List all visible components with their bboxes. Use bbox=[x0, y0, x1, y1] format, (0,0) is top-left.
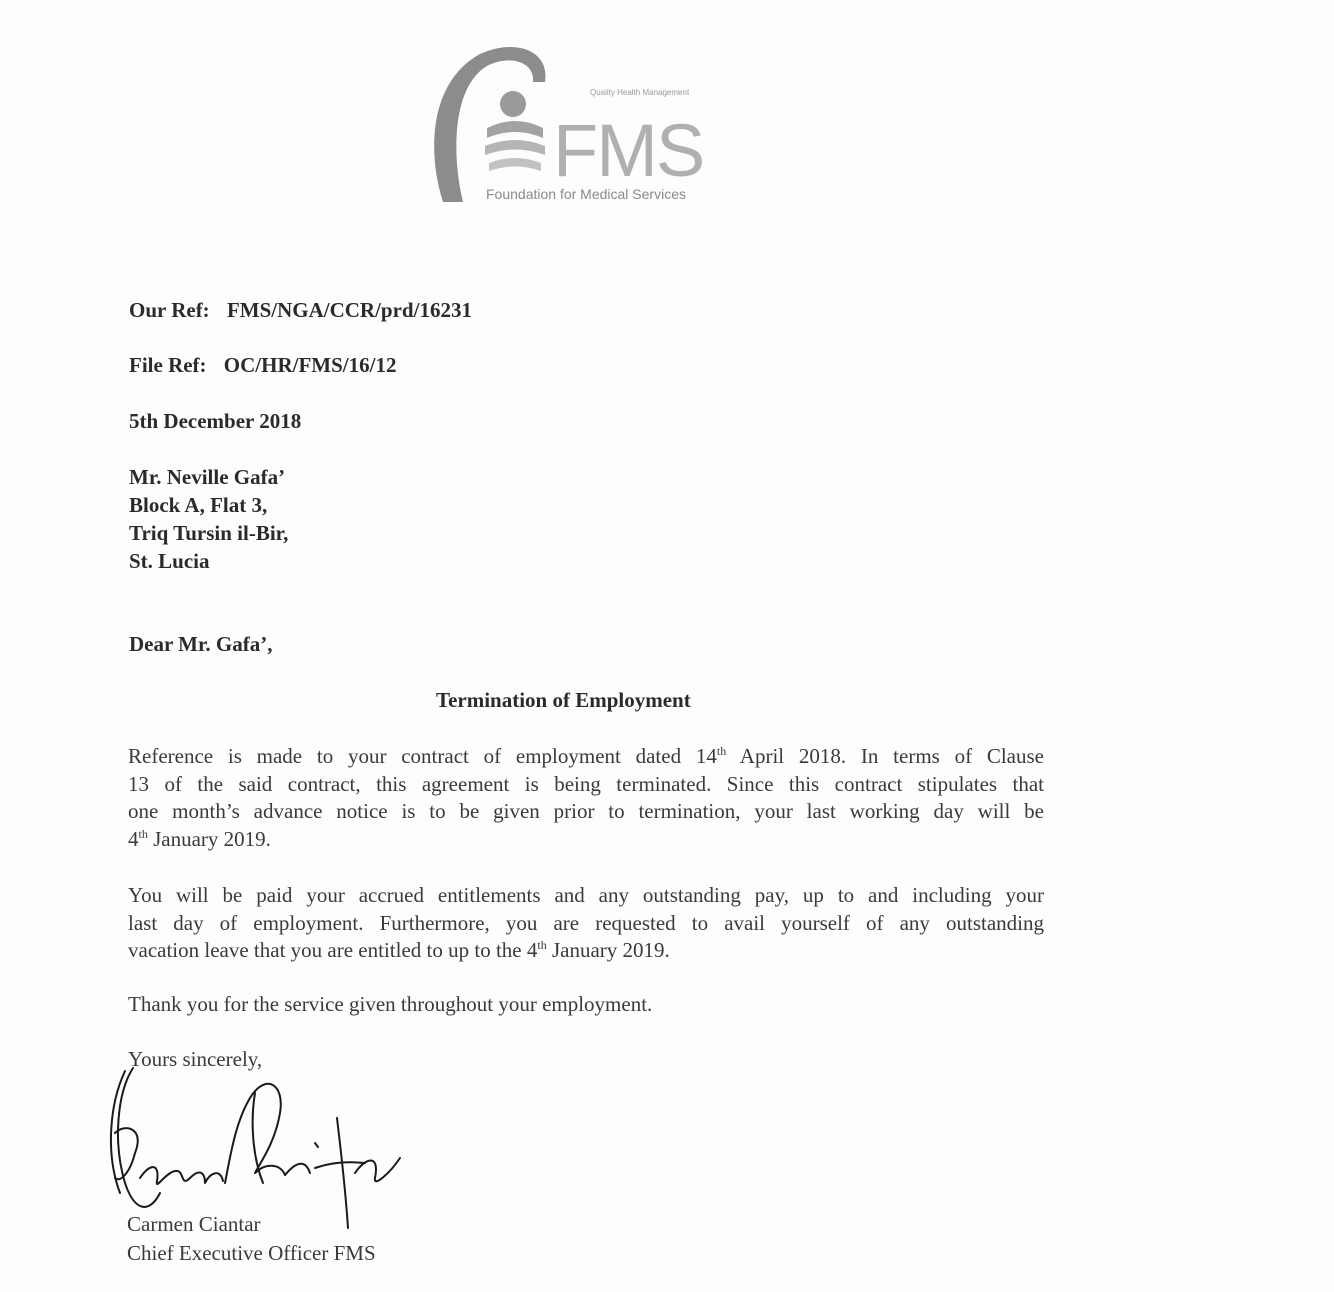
paragraph-line: Reference is made to your contract of employment dated 14th April 2018. In terms of Clause bbox=[128, 744, 1045, 768]
file-ref-value: OC/HR/FMS/16/12 bbox=[223, 353, 397, 377]
address-line: Triq Tursin il-Bir, bbox=[129, 521, 289, 545]
closing-text: Yours sincerely, bbox=[128, 1047, 263, 1071]
signer-name: Carmen Ciantar bbox=[127, 1212, 261, 1236]
paragraph-line: 13 of the said contract, this agreement is being terminated. Since this contract stipulates that bbox=[128, 771, 1044, 796]
logo-wordmark: FMS bbox=[553, 109, 704, 192]
recipient-address bbox=[129, 463, 288, 575]
signer-title: Chief Executive Officer FMS bbox=[127, 1241, 376, 1265]
recipient-name: Mr. Neville Gafa’ bbox=[129, 465, 286, 489]
letter-subject: Termination of Employment bbox=[436, 688, 691, 712]
fms-logo bbox=[425, 42, 735, 207]
paragraph-1 bbox=[128, 743, 1044, 853]
address-line: St. Lucia bbox=[129, 549, 210, 573]
file-ref-label: File Ref: bbox=[129, 353, 207, 377]
our-ref bbox=[129, 296, 472, 324]
paragraph-line: 4th January 2019. bbox=[128, 826, 271, 851]
our-ref-value: FMS/NGA/CCR/prd/16231 bbox=[226, 298, 472, 322]
paragraph-line: one month’s advance notice is to be given prior to termination, your last working day will be bbox=[128, 799, 1044, 823]
paragraph-line: Thank you for the service given throughout your employment. bbox=[128, 992, 653, 1016]
file-ref bbox=[129, 351, 396, 379]
handwritten-signature bbox=[105, 1063, 410, 1233]
paragraph-3 bbox=[128, 991, 1044, 1019]
paragraph-line: vacation leave that you are entitled to up to the 4th January 2019. bbox=[128, 938, 670, 962]
address-line: Block A, Flat 3, bbox=[129, 493, 268, 517]
paragraph-2 bbox=[128, 882, 1044, 965]
salutation: Dear Mr. Gafa’, bbox=[129, 632, 273, 656]
paragraph-line: You will be paid your accrued entitlements and any outstanding pay, up to and including your bbox=[128, 883, 1044, 907]
our-ref-label: Our Ref: bbox=[129, 298, 210, 322]
logo-tagline: Quality Health Management bbox=[590, 88, 690, 97]
logo-subtitle: Foundation for Medical Services bbox=[486, 186, 686, 202]
letter-date: 5th December 2018 bbox=[129, 409, 302, 433]
paragraph-line: last day of employment. Furthermore, you are requested to avail yourself of any outstanding bbox=[128, 910, 1044, 935]
